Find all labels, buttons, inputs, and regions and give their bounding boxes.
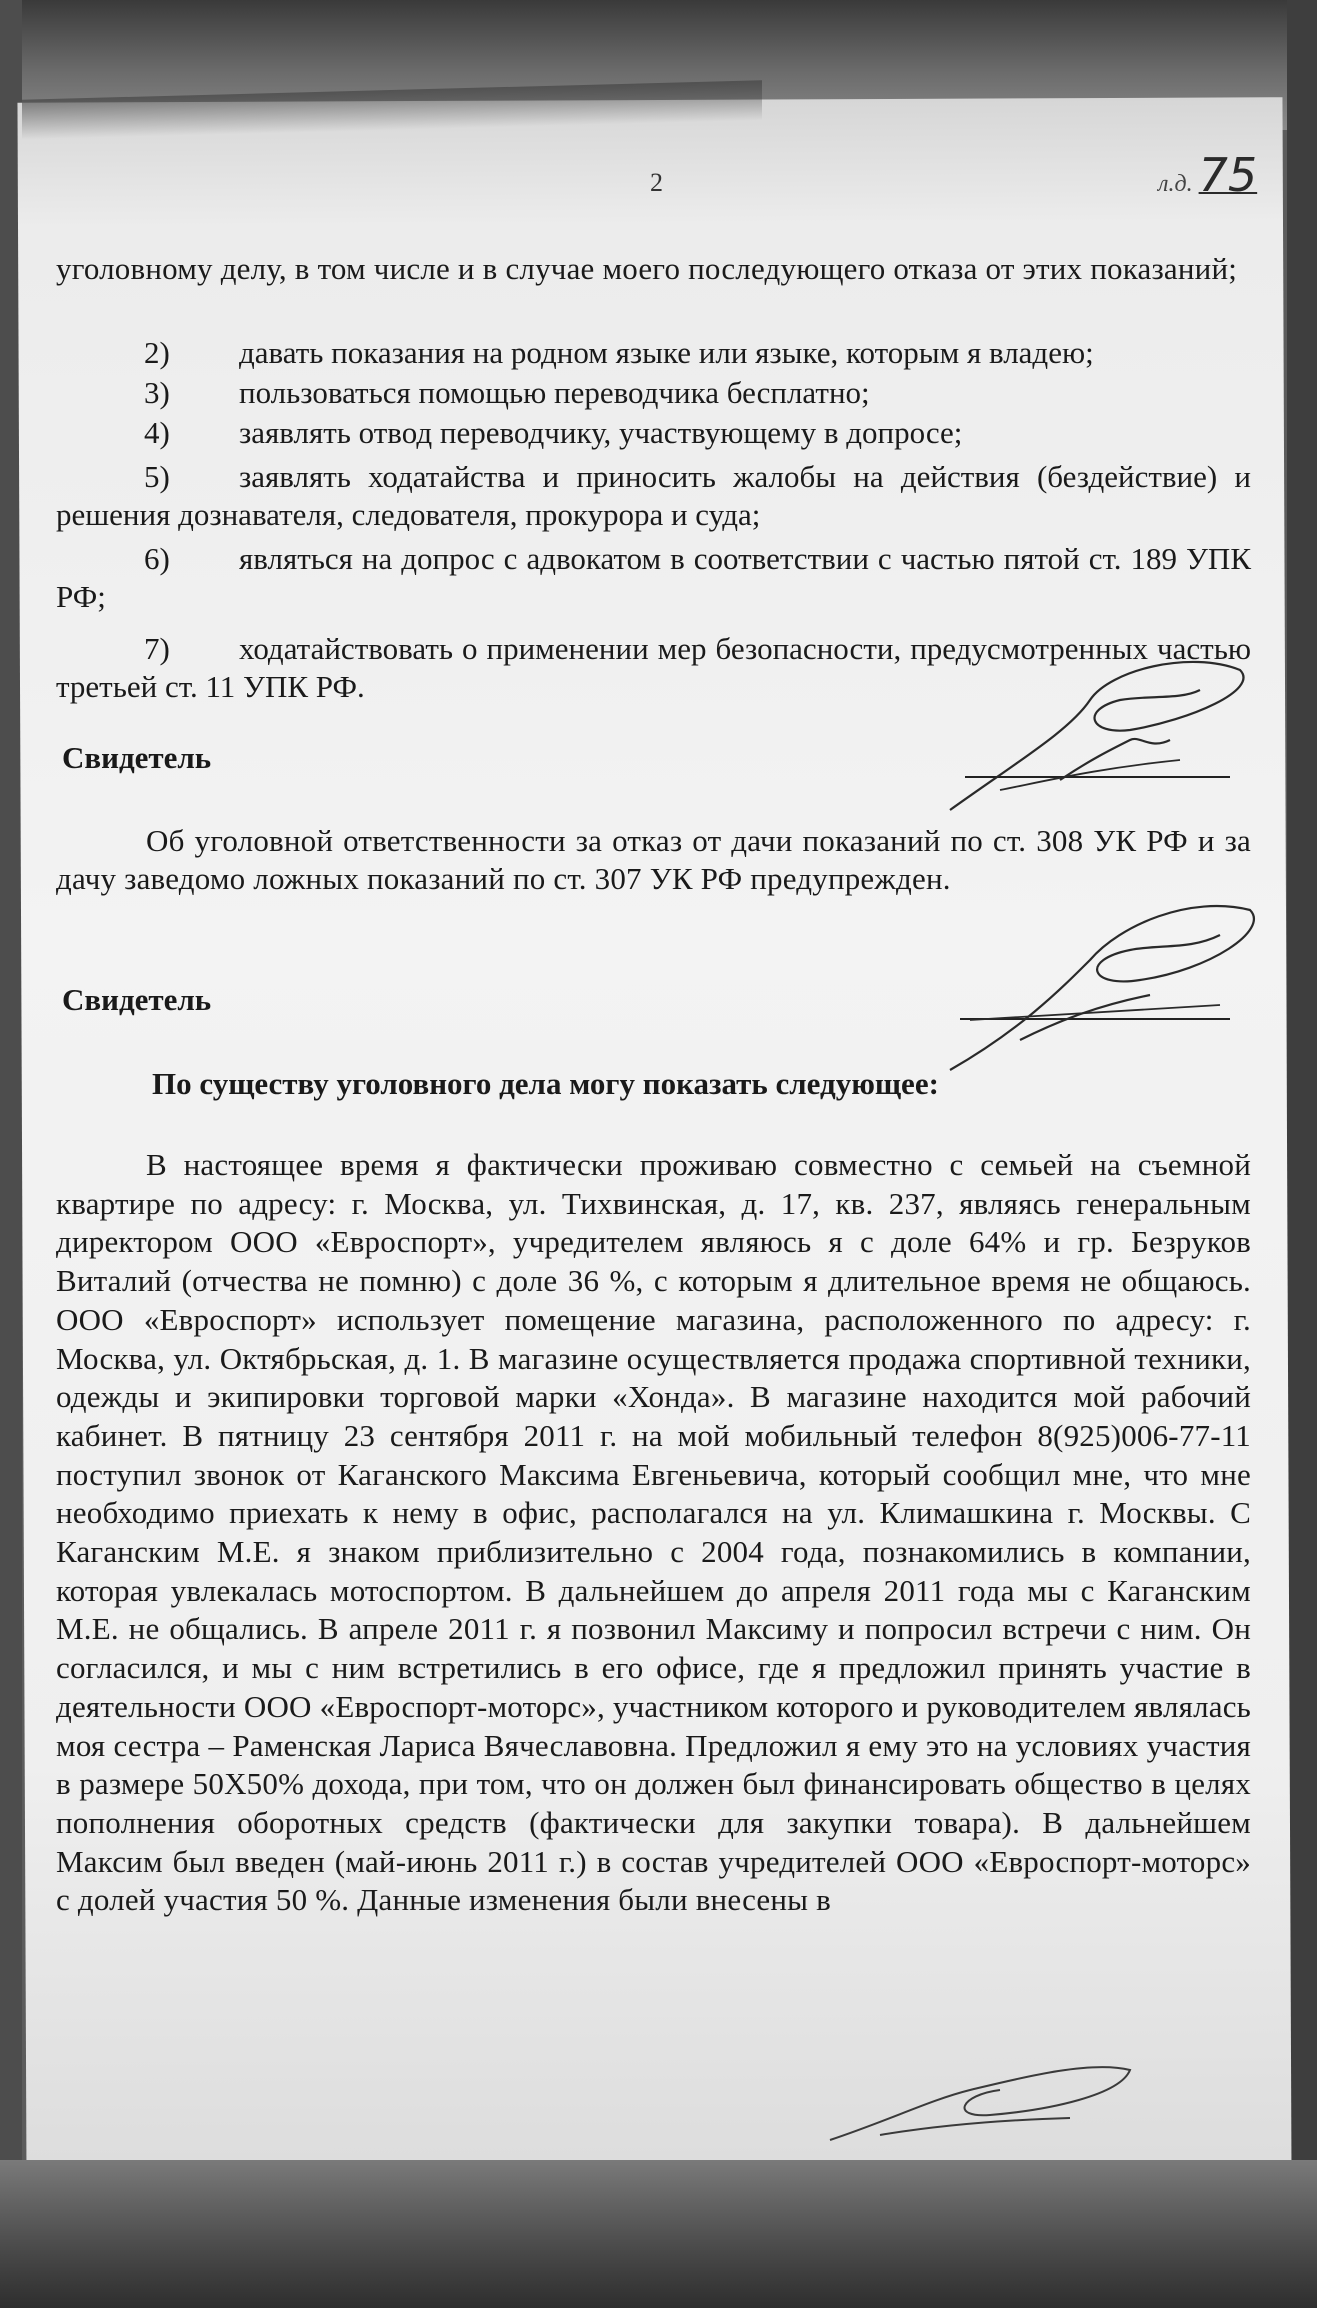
witness-label: Свидетель [62,740,212,775]
signature-3 [820,2040,1140,2160]
testimony-heading: По существу уголовного дела могу показать следующее: [152,1066,939,1101]
witness-label: Свидетель [62,982,212,1017]
case-page-stamp [1158,148,1257,202]
page-number: 2 [650,168,663,197]
scan-border-bottom [0,2160,1317,2308]
list-item: 7) ходатайствовать о применении мер безопасности, предусмотренных частью третьей ст. 11 УПК РФ. [56,631,1251,704]
list-item: 4) заявлять отвод переводчику, участвующему в допросе; [144,415,963,450]
liability-warning: Об уголовной ответственности за отказ от дачи показаний по ст. 308 УК РФ и за дачу заведомо ложных показаний по ст. 307 УК РФ предупрежден. [56,823,1251,896]
signature-1 [940,640,1260,820]
list-item: 6) являться на допрос с адвокатом в соответствии с частью пятой ст. 189 УПК РФ; [56,541,1251,614]
scan-border-right [1287,0,1317,2308]
testimony-text: В настоящее время я фактически проживаю совместно с семьей на съемной квартире по адресу: г. Москва, ул. Тихвинская, д. 17, кв. 237, являясь генеральным директором ООО «Евроспорт», учредителем являюсь я с доле 64% и гр. Безруков Виталий (отчества не помню) с доле 36 %, с которым я длительное время не общаюсь. ООО «Евроспорт» использует помещение магазина, расположенного по адресу: г. Москва, ул. Октябрьская, д. 1. В магазине осуществляется продажа спортивной техники, одежды и экипировки торговой марки «Хонда». В магазине находится мой рабочий кабинет. В пятницу 23 сентября 2011 г. на мой мобильный телефон 8(925)006-77-11 поступил звонок от Каганского Максима Евгеньевича, который сообщил мне, что мне необходимо приехать к нему в офис, располагался на ул. Климашкина г. Москвы. С Каганским М.Е. я знаком приблизительно с 2004 года, познакомились в компании, которая увлекалась мотоспортом. В дальнейшем до апреля 2011 года мы с Каганским М.Е. не общались. В апреле 2011 г. я позвонил Максиму и попросил встречи с ним. Он согласился, и мы с ним встретились в его офисе, где я предложил принять участие в деятельности ООО «Евроспорт-моторс», участником которого и руководителем являлась моя сестра – Раменская Лариса Вячеславовна. Предложил я ему это на условиях участия в размере 50Х50% дохода, при том, что он должен был финансировать общество в целях пополнения оборотных средств (фактически для закупки товара). В дальнейшем Максим был введен (май-июнь 2011 г.) в состав учредителей ООО «Евроспорт-моторс» с долей участия 50 %. Данные изменения были внесены в [56,1147,1251,1918]
signature-2 [930,880,1270,1080]
case-page-label: л.д. [1158,171,1193,197]
list-item: 2) давать показания на родном языке или языке, которым я владею; [144,335,1094,370]
case-page-number: 75 [1198,148,1258,202]
list-item: 3) пользоваться помощью переводчика бесплатно; [144,375,870,410]
list-item: 5) заявлять ходатайства и приносить жалобы на действия (бездействие) и решения дознавателя, следователя, прокурора и суда; [56,459,1251,532]
paragraph-rights-continuation: уголовному делу, в том числе и в случае моего последующего отказа от этих показаний; [56,251,1238,286]
